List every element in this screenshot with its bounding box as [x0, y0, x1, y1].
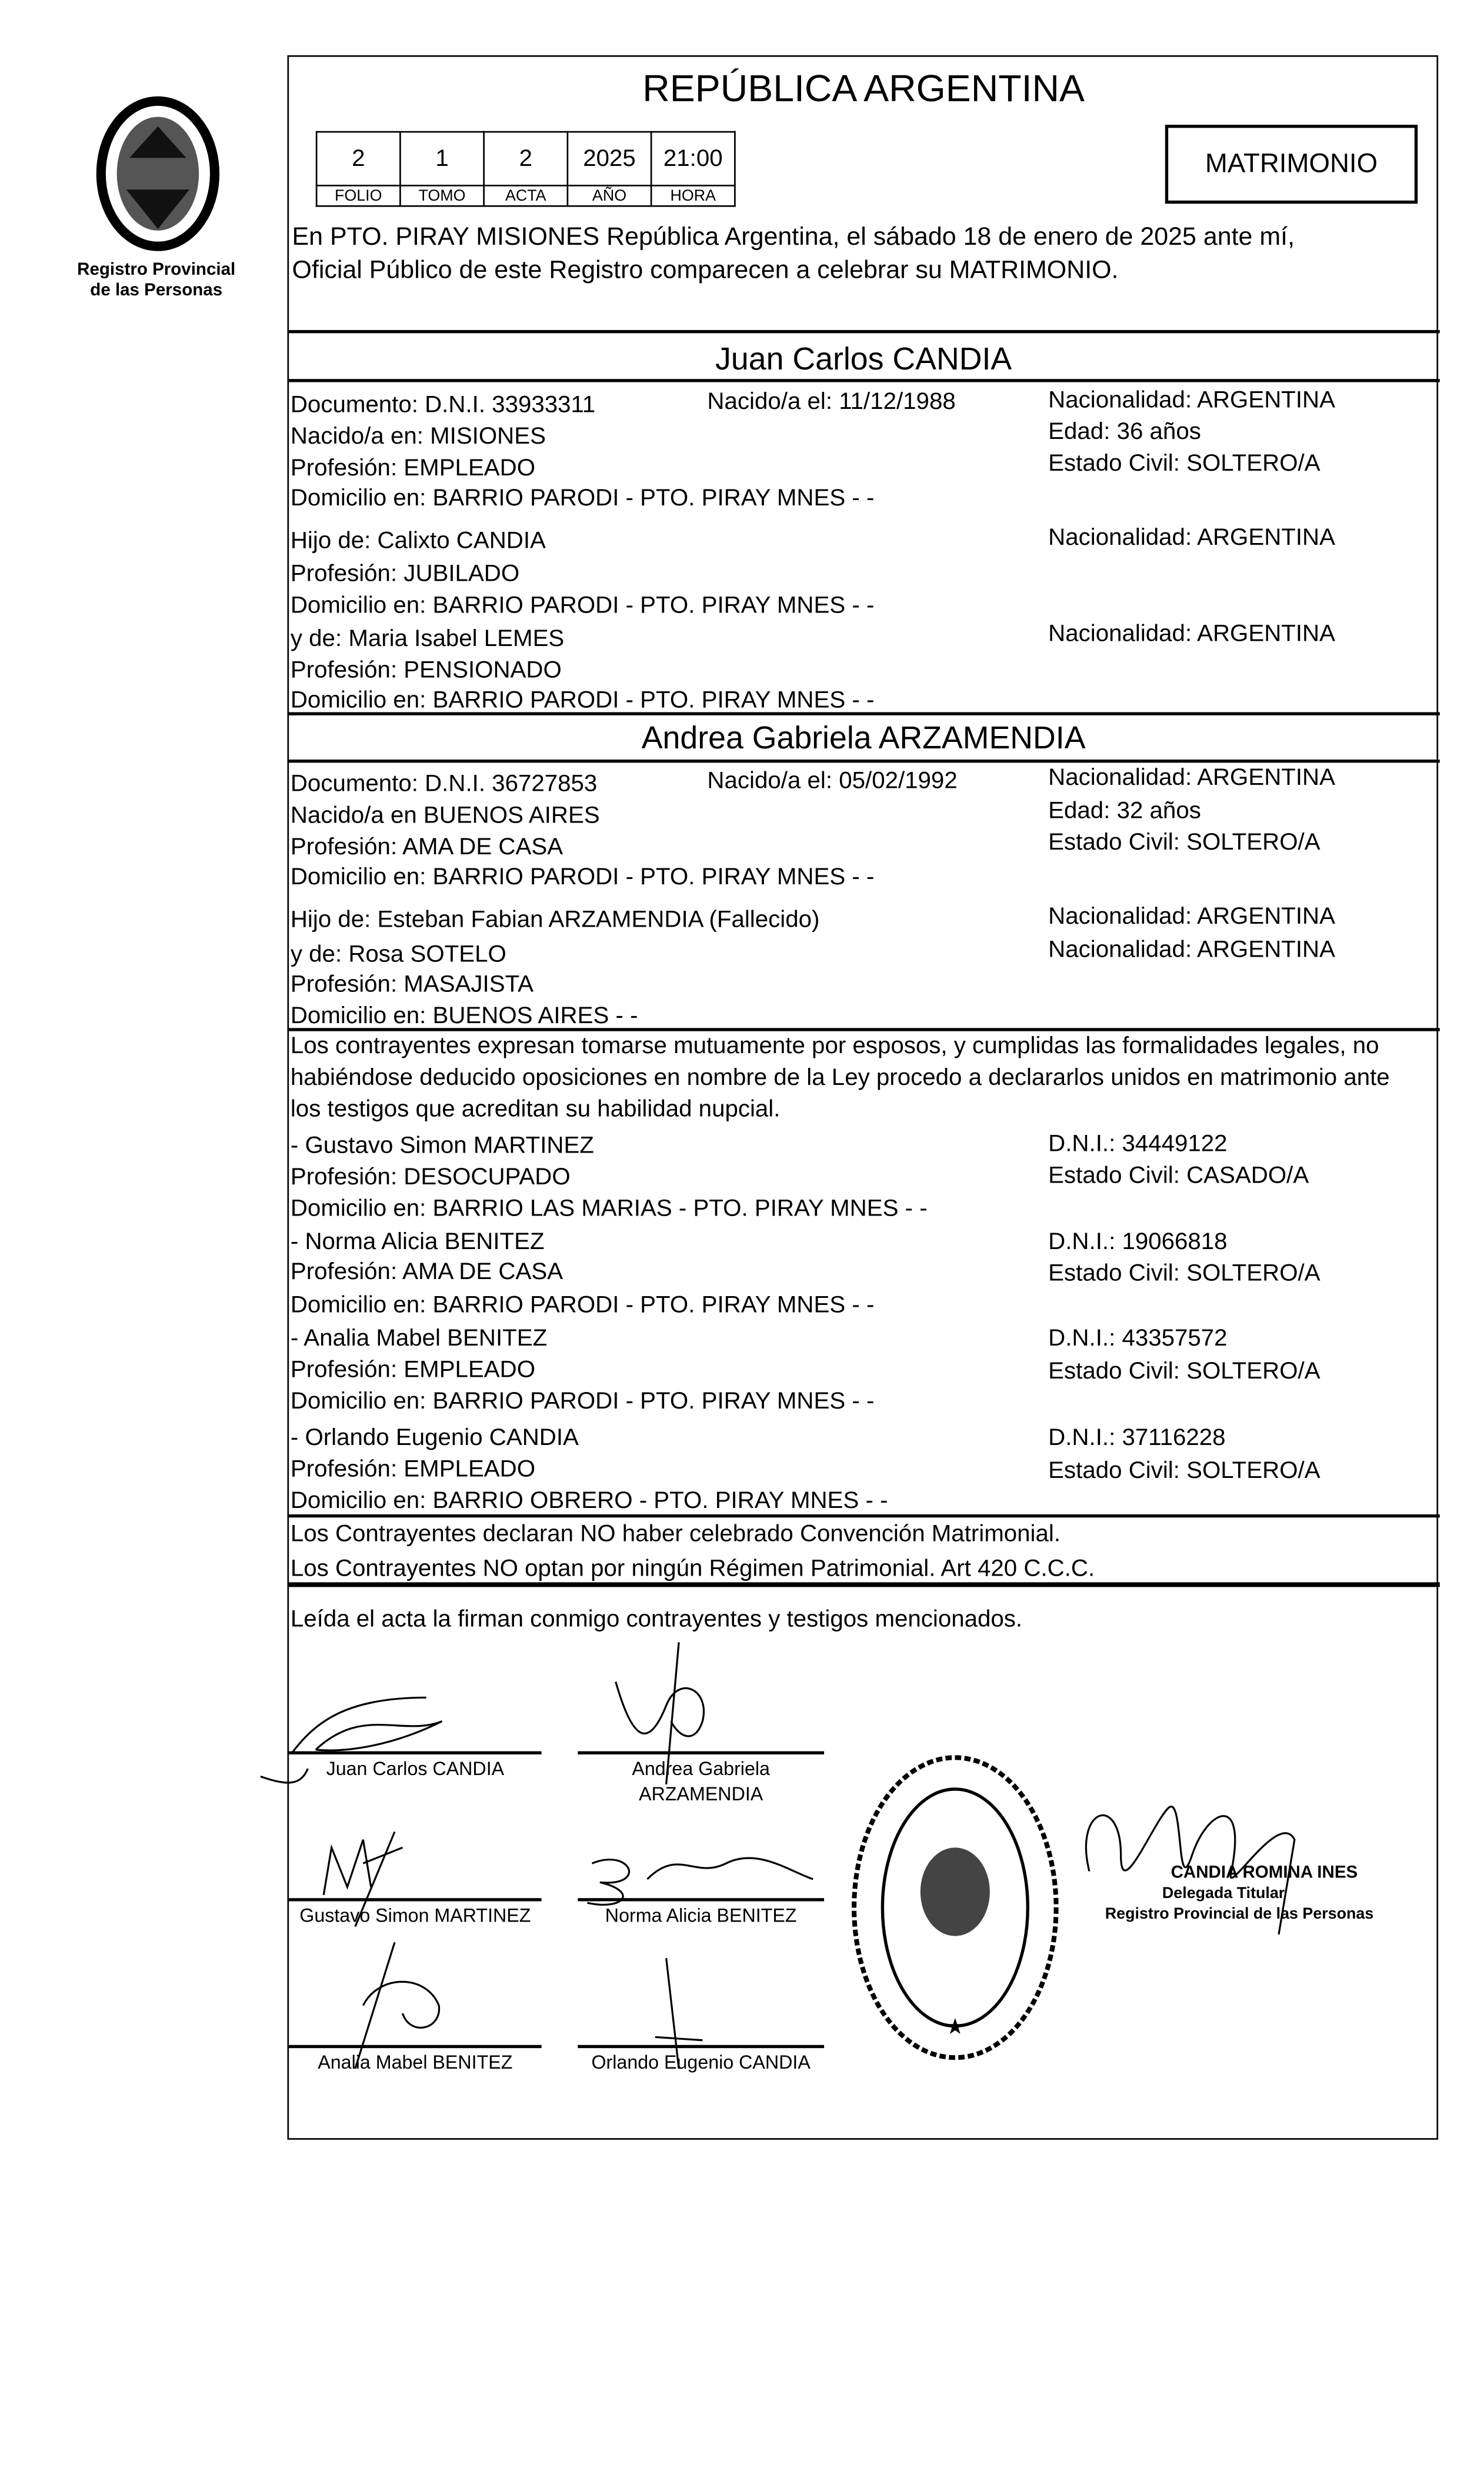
bride-civil-status: Estado Civil: SOLTERO/A	[1048, 829, 1320, 856]
convention-statement: Los Contrayentes declaran NO haber celebrado Convención Matrimonial.	[290, 1520, 1061, 1548]
witness-name: - Orlando Eugenio CANDIA	[290, 1424, 579, 1451]
closing-text: Leída el acta la firman conmigo contrayentes y testigos mencionados.	[290, 1606, 1023, 1633]
bride-profession: Profesión: AMA DE CASA	[290, 834, 563, 861]
officer-name: CANDIA ROMINA INES	[1170, 1863, 1358, 1883]
bride-mother-profession: Profesión: MASAJISTA	[290, 971, 534, 998]
intro-text: En PTO. PIRAY MISIONES República Argentina, el sábado 18 de enero de 2025 ante mí,	[292, 224, 1295, 251]
groom-nationality: Nacionalidad: ARGENTINA	[1048, 387, 1335, 414]
year-label: AÑO	[568, 185, 651, 206]
witness-profession: Profesión: DESOCUPADO	[290, 1164, 571, 1191]
officer-organization: Registro Provincial de las Personas	[1105, 1906, 1374, 1924]
bride-birthdate: Nacido/a el: 05/02/1992	[707, 767, 958, 795]
bride-mother-address: Domicilio en: BUENOS AIRES - -	[290, 1003, 638, 1030]
acta-value: 2	[484, 132, 568, 185]
bride-father-nationality: Nacionalidad: ARGENTINA	[1048, 903, 1335, 930]
bride-name: Andrea Gabriela ARZAMENDIA	[641, 721, 1086, 757]
logo-caption: Registro Provincial	[77, 260, 236, 280]
witness-dni: D.N.I.: 37116228	[1048, 1424, 1226, 1451]
signature-name-bride: ARZAMENDIA	[639, 1783, 763, 1805]
signature-name-witness: Analia Mabel BENITEZ	[318, 2051, 513, 2074]
intro-text: Oficial Público de este Registro comparecen a celebrar su MATRIMONIO.	[292, 257, 1119, 285]
groom-mother-address: Domicilio en: BARRIO PARODI - PTO. PIRAY MNES - -	[290, 687, 875, 714]
witness-dni: D.N.I.: 34449122	[1048, 1130, 1228, 1158]
groom-mother: y de: Maria Isabel LEMES	[290, 625, 565, 652]
groom-mother-nationality: Nacionalidad: ARGENTINA	[1048, 620, 1335, 648]
groom-father: Hijo de: Calixto CANDIA	[290, 527, 546, 555]
declaration-text: habiéndose deducido oposiciones en nombre de la Ley procedo a declararlos unidos en matrimonio ante	[290, 1064, 1390, 1091]
witness-profession: Profesión: EMPLEADO	[290, 1356, 536, 1384]
bride-mother: y de: Rosa SOTELO	[290, 941, 506, 968]
groom-profession: Profesión: EMPLEADO	[290, 454, 536, 482]
groom-civil-status: Estado Civil: SOLTERO/A	[1048, 449, 1320, 477]
witness-profession: Profesión: EMPLEADO	[290, 1456, 536, 1483]
signature-name-witness: Gustavo Simon MARTINEZ	[299, 1904, 531, 1927]
province-logo	[82, 95, 234, 259]
page-title: REPÚBLICA ARGENTINA	[642, 68, 1085, 111]
groom-father-profession: Profesión: JUBILADO	[290, 560, 520, 588]
bride-address: Domicilio en: BARRIO PARODI - PTO. PIRAY MNES - -	[290, 864, 875, 891]
regime-statement: Los Contrayentes NO optan por ningún Régimen Patrimonial. Art 420 C.C.C.	[290, 1555, 1095, 1583]
witness-dni: D.N.I.: 19066818	[1048, 1228, 1228, 1256]
tomo-label: TOMO	[400, 185, 483, 206]
groom-birthplace: Nacido/a en: MISIONES	[290, 423, 546, 450]
bride-age: Edad: 32 años	[1048, 797, 1201, 825]
witness-civil-status: Estado Civil: SOLTERO/A	[1048, 1358, 1320, 1385]
bride-mother-nationality: Nacionalidad: ARGENTINA	[1048, 936, 1335, 964]
signature-name-witness: Orlando Eugenio CANDIA	[591, 2051, 811, 2074]
witness-dni: D.N.I.: 43357572	[1048, 1324, 1228, 1352]
witness-address: Domicilio en: BARRIO LAS MARIAS - PTO. PIRAY MNES - -	[290, 1195, 928, 1223]
witness-civil-status: Estado Civil: SOLTERO/A	[1048, 1457, 1320, 1484]
witness-profession: Profesión: AMA DE CASA	[290, 1258, 563, 1286]
bride-birthplace: Nacido/a en BUENOS AIRES	[290, 802, 600, 830]
witness-civil-status: Estado Civil: CASADO/A	[1048, 1162, 1309, 1190]
witness-address: Domicilio en: BARRIO PARODI - PTO. PIRAY MNES - -	[290, 1388, 875, 1415]
groom-name: Juan Carlos CANDIA	[715, 342, 1012, 378]
groom-father-address: Domicilio en: BARRIO PARODI - PTO. PIRAY MNES - -	[290, 592, 875, 620]
witness-name: - Analia Mabel BENITEZ	[290, 1324, 548, 1352]
record-fields-table	[316, 131, 736, 207]
witness-name: - Gustavo Simon MARTINEZ	[290, 1132, 594, 1160]
groom-address: Domicilio en: BARRIO PARODI - PTO. PIRAY MNES - -	[290, 484, 875, 512]
bride-father: Hijo de: Esteban Fabian ARZAMENDIA (Fallecido)	[290, 906, 820, 934]
groom-mother-profession: Profesión: PENSIONADO	[290, 657, 562, 684]
tomo-value: 1	[400, 132, 483, 185]
officer-title: Delegada Titular	[1162, 1885, 1285, 1903]
witness-address: Domicilio en: BARRIO PARODI - PTO. PIRAY MNES - -	[290, 1291, 875, 1319]
groom-age: Edad: 36 años	[1048, 418, 1201, 445]
groom-father-nationality: Nacionalidad: ARGENTINA	[1048, 524, 1335, 551]
bride-document: Documento: D.N.I. 36727853	[290, 770, 598, 798]
hour-value: 21:00	[651, 132, 735, 185]
year-value: 2025	[568, 132, 651, 185]
signature-name-witness: Norma Alicia BENITEZ	[605, 1904, 797, 1927]
witness-civil-status: Estado Civil: SOLTERO/A	[1048, 1260, 1320, 1287]
witness-address: Domicilio en: BARRIO OBRERO - PTO. PIRAY MNES - -	[290, 1487, 888, 1514]
hour-label: HORA	[651, 185, 735, 206]
witness-name: - Norma Alicia BENITEZ	[290, 1228, 545, 1256]
signature-name-bride: Andrea Gabriela	[632, 1757, 770, 1780]
bride-nationality: Nacionalidad: ARGENTINA	[1048, 764, 1335, 791]
official-stamp	[845, 1750, 1066, 2066]
logo-caption: de las Personas	[90, 281, 223, 301]
acta-label: ACTA	[484, 185, 568, 206]
groom-birthdate: Nacido/a el: 11/12/1988	[707, 388, 956, 415]
declaration-text: los testigos que acreditan su habilidad nupcial.	[290, 1096, 781, 1123]
signature-name-groom: Juan Carlos CANDIA	[326, 1757, 505, 1780]
folio-value: 2	[316, 132, 400, 185]
svg-text:★: ★	[945, 2013, 965, 2039]
record-type-box: MATRIMONIO	[1165, 125, 1418, 204]
groom-document: Documento: D.N.I. 33933311	[290, 391, 596, 419]
folio-label: FOLIO	[316, 185, 400, 206]
declaration-text: Los contrayentes expresan tomarse mutuamente por esposos, y cumplidas las formalidades legales, no	[290, 1033, 1379, 1060]
